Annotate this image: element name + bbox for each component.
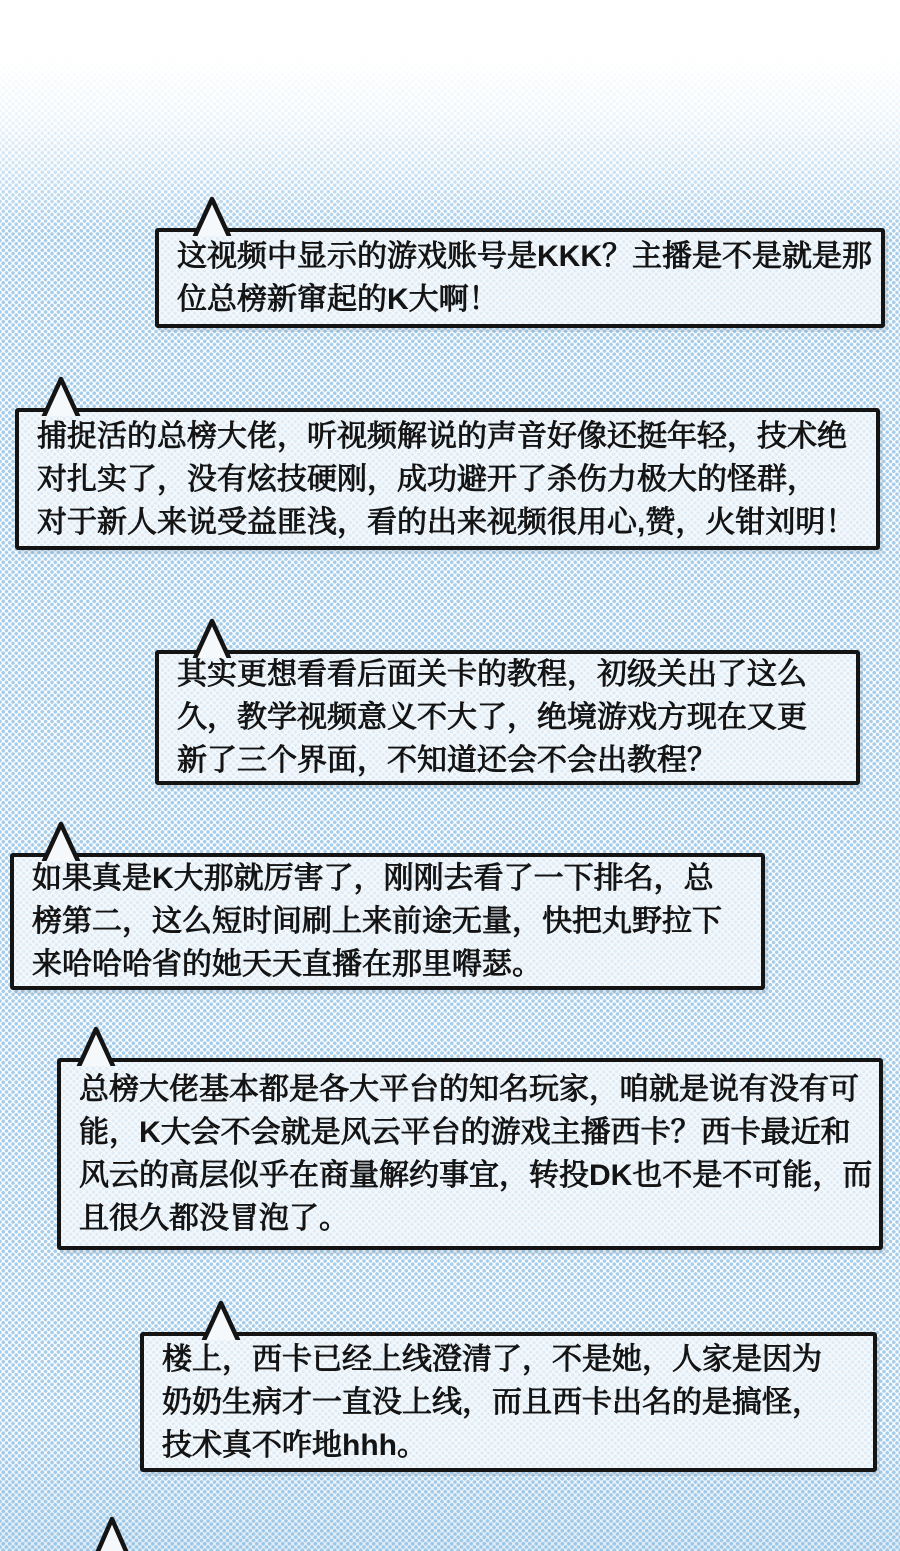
bubble-text-line: 捕捉活的总榜大佬，听视频解说的声音好像还挺年轻，技术绝 xyxy=(37,419,847,453)
bubble-text-line: 风云的高层似乎在商量解约事宜，转投DK也不是不可能，而 xyxy=(79,1159,873,1192)
bubble-text-line: 且很久都没冒泡了。 xyxy=(79,1202,349,1235)
bubble-text-line: 对于新人来说受益匪浅，看的出来视频很用心,赞，火钳刘明！ xyxy=(37,505,856,539)
bubble-tail-partial-icon xyxy=(88,1516,138,1551)
speech-bubble-4 xyxy=(10,853,765,990)
bubble-text-line: 来哈哈哈省的她天天直播在那里嘚瑟。 xyxy=(32,948,542,981)
bubble-text-line: 对扎实了，没有炫技硬刚，成功避开了杀伤力极大的怪群， xyxy=(37,462,817,496)
bubble-text-line: 奶奶生病才一直没上线，而且西卡出名的是搞怪， xyxy=(162,1385,822,1419)
speech-bubble-3 xyxy=(155,650,860,785)
bubble-tail-icon xyxy=(190,196,234,236)
bubble-tail-icon xyxy=(39,821,83,861)
bubble-tail-icon xyxy=(74,1026,118,1066)
speech-bubble-6 xyxy=(140,1332,877,1472)
speech-bubble-1 xyxy=(155,228,885,328)
bubble-text-line: 楼上，西卡已经上线澄清了，不是她，人家是因为 xyxy=(162,1342,822,1376)
bubble-text-line: 新了三个界面，不知道还会不会出教程？ xyxy=(177,744,717,777)
bubble-text-line: 如果真是K大那就厉害了，刚刚去看了一下排名，总 xyxy=(32,862,714,895)
bubble-text-line: 这视频中显示的游戏账号是KKK？主播是不是就是那 xyxy=(177,240,872,273)
bubble-tail-icon xyxy=(199,1300,243,1340)
bubble-text-line: 其实更想看看后面关卡的教程，初级关出了这么 xyxy=(177,658,807,691)
speech-bubble-5 xyxy=(57,1058,883,1250)
bubble-text-line: 技术真不咋地hhh。 xyxy=(162,1428,427,1462)
bubble-tail-icon xyxy=(190,618,234,658)
bubble-text-line: 榜第二，这么短时间刷上来前途无量，快把丸野拉下 xyxy=(32,905,722,938)
bubble-text-line: 久，教学视频意义不大了，绝境游戏方现在又更 xyxy=(177,701,807,734)
bubble-tail-icon xyxy=(39,376,83,416)
bubble-text-line: 能，K大会不会就是风云平台的游戏主播西卡？西卡最近和 xyxy=(79,1116,851,1149)
bubble-text-line: 位总榜新窜起的K大啊！ xyxy=(177,283,499,316)
bubble-text-line: 总榜大佬基本都是各大平台的知名玩家，咱就是说有没有可 xyxy=(79,1073,859,1106)
speech-bubble-2 xyxy=(15,408,880,550)
